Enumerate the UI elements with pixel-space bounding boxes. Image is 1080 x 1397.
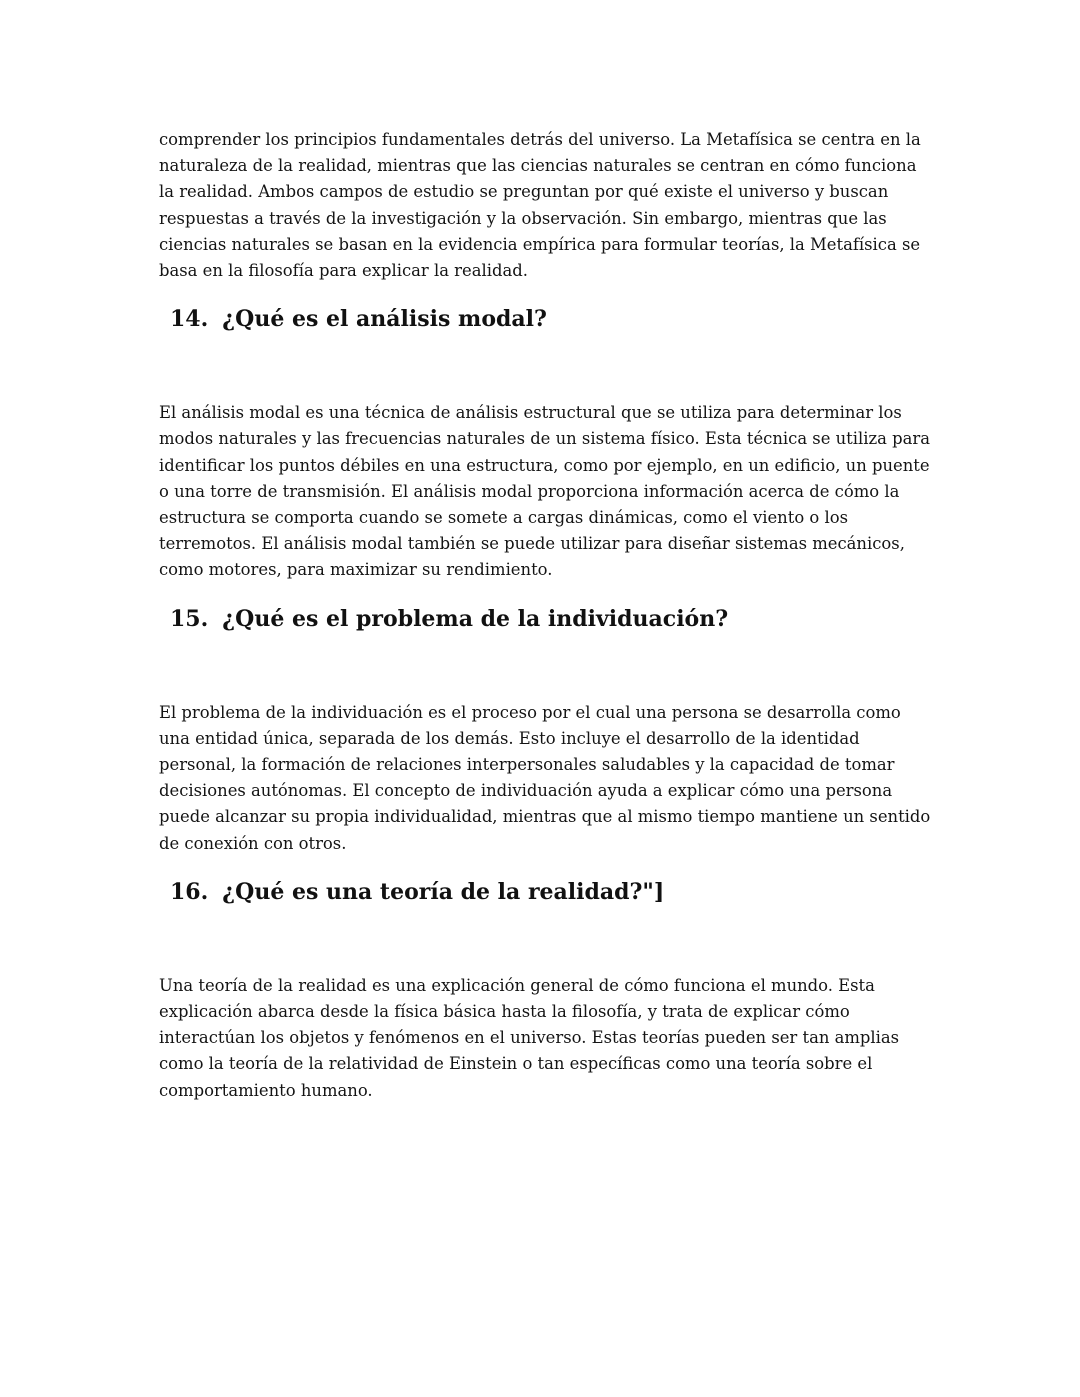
- section-number: 14.: [170, 306, 209, 333]
- section-title: ¿Qué es el problema de la individuación?: [222, 605, 729, 632]
- section-title: ¿Qué es una teoría de la realidad?"]: [222, 878, 665, 905]
- document-body: [159, 127, 934, 1104]
- section-heading-14: [159, 304, 934, 334]
- section-body-15: El problema de la individuación es el proceso por el cual una persona se desarrolla como una entidad única, separada de los demás. Esto incluye el desarrollo de la identidad personal, la formación de relaciones interpersonales saludables y la capacidad de tomar decisiones autónomas. El concepto de individuación ayuda a explicar cómo una persona puede alcanzar su propia individualidad, mientras que al mismo tiempo mantiene un sentido de conexión con otros.: [159, 702, 931, 853]
- section-number: 16.: [170, 878, 209, 905]
- section-number: 15.: [170, 605, 209, 632]
- section-heading-15: [159, 604, 934, 634]
- intro-paragraph: comprender los principios fundamentales detrás del universo. La Metafísica se centra en la naturaleza de la realidad, mientras que las ciencias naturales se centran en cómo funciona la realidad. Ambos campos de estudio se preguntan por qué existe el universo y buscan respuestas a través de la investigación y la observación. Sin embargo, mientras que las ciencias naturales se basan en la evidencia empírica para formular teorías, la Metafísica se basa en la filosofía para explicar la realidad.: [159, 130, 921, 281]
- section-heading-16: [159, 877, 934, 907]
- section-body-14: El análisis modal es una técnica de análisis estructural que se utiliza para determinar los modos naturales y las frecuencias naturales de un sistema físico. Esta técnica se utiliza para identificar los puntos débiles en una estructura, como por ejemplo, en un edificio, un puente o una torre de transmisión. El análisis modal proporciona información acerca de cómo la estructura se comporta cuando se somete a cargas dinámicas, como el viento o los terremotos. El análisis modal también se puede utilizar para diseñar sistemas mecánicos, como motores, para maximizar su rendimiento.: [159, 403, 930, 580]
- section-title: ¿Qué es el análisis modal?: [222, 306, 547, 333]
- section-body-16: Una teoría de la realidad es una explicación general de cómo funciona el mundo. Esta explicación abarca desde la física básica hasta la filosofía, y trata de explicar cómo interactúan los objetos y fenómenos en el universo. Estas teorías pueden ser tan amplias como la teoría de la relatividad de Einstein o tan específicas como una teoría sobre el comportamiento humano.: [159, 975, 900, 1100]
